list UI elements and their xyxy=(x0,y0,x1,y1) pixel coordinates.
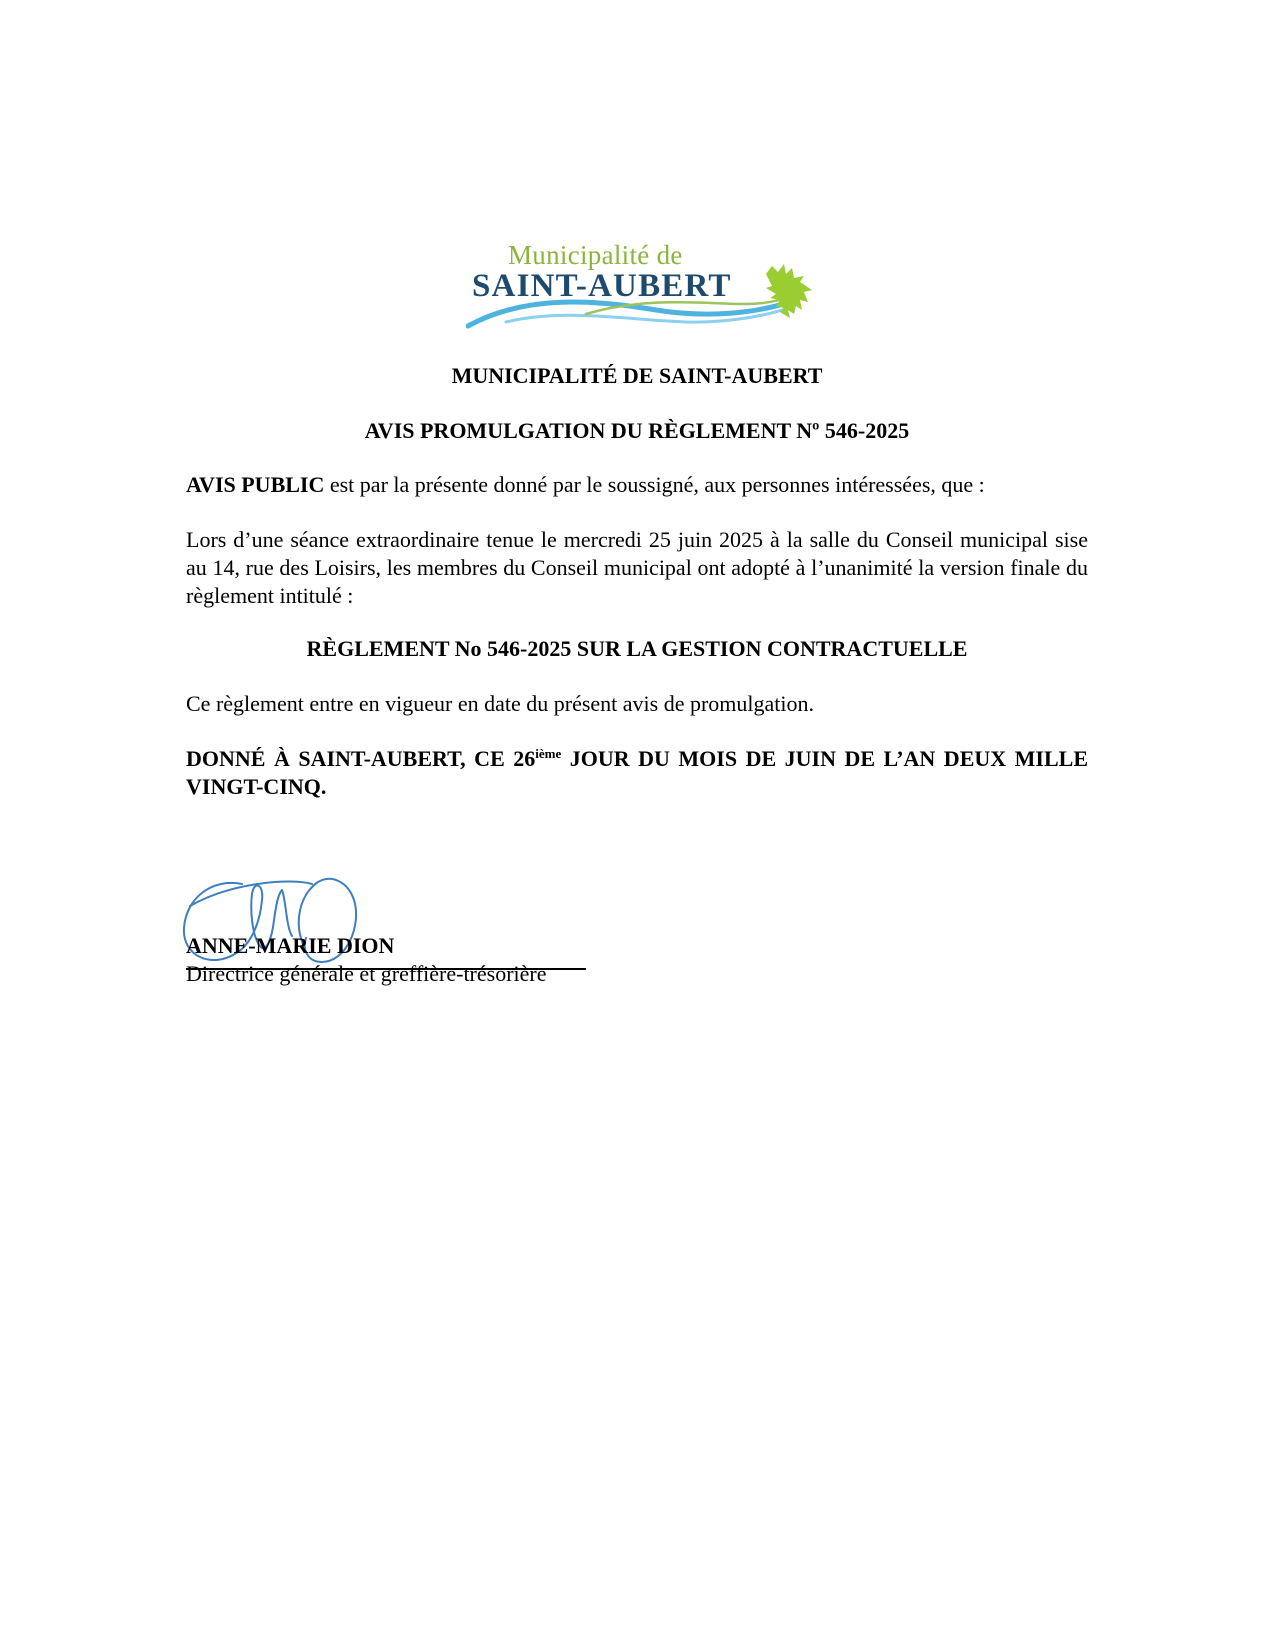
given-at-paragraph xyxy=(186,745,1088,801)
bylaw-title: RÈGLEMENT No 546-2025 SUR LA GESTION CONTRACTUELLE xyxy=(306,636,968,661)
signer-name: ANNE-MARIE DION xyxy=(186,933,395,958)
document-subheading: AVIS PROMULGATION DU RÈGLEMENT Nº 546-2025 xyxy=(364,418,910,443)
intro-text: est par la présente donné par le soussigné, aux personnes intéressées, que : xyxy=(324,472,985,497)
municipality-logo xyxy=(466,238,826,346)
maple-leaf-icon xyxy=(766,264,812,318)
given-at-text-2: JOUR DU MOIS DE JUIN DE L’AN DEUX MILLE VINGT-CINQ. xyxy=(186,746,1088,799)
body-paragraph: Lors d’une séance extraordinaire tenue le mercredi 25 juin 2025 à la salle du Conseil municipal sise au 14, rue des Loisirs, les membres du Conseil municipal ont adopté à l’unanimité la version finale du règlement intitulé : xyxy=(186,527,1088,608)
logo-line-1: Municipalité de xyxy=(508,240,683,270)
logo-line-2: SAINT-AUBERT xyxy=(472,268,732,304)
intro-paragraph xyxy=(186,471,1088,499)
intro-bold-text: AVIS PUBLIC xyxy=(186,472,325,497)
effective-paragraph: Ce règlement entre en vigueur en date du présent avis de promulgation. xyxy=(186,691,815,716)
document-heading: MUNICIPALITÉ DE SAINT-AUBERT xyxy=(451,363,823,388)
given-at-superscript: ième xyxy=(535,746,562,761)
signer-title: Directrice générale et greffière-trésorière xyxy=(186,961,547,986)
given-at-text-1: DONNÉ À SAINT-AUBERT, CE 26 xyxy=(186,746,536,771)
